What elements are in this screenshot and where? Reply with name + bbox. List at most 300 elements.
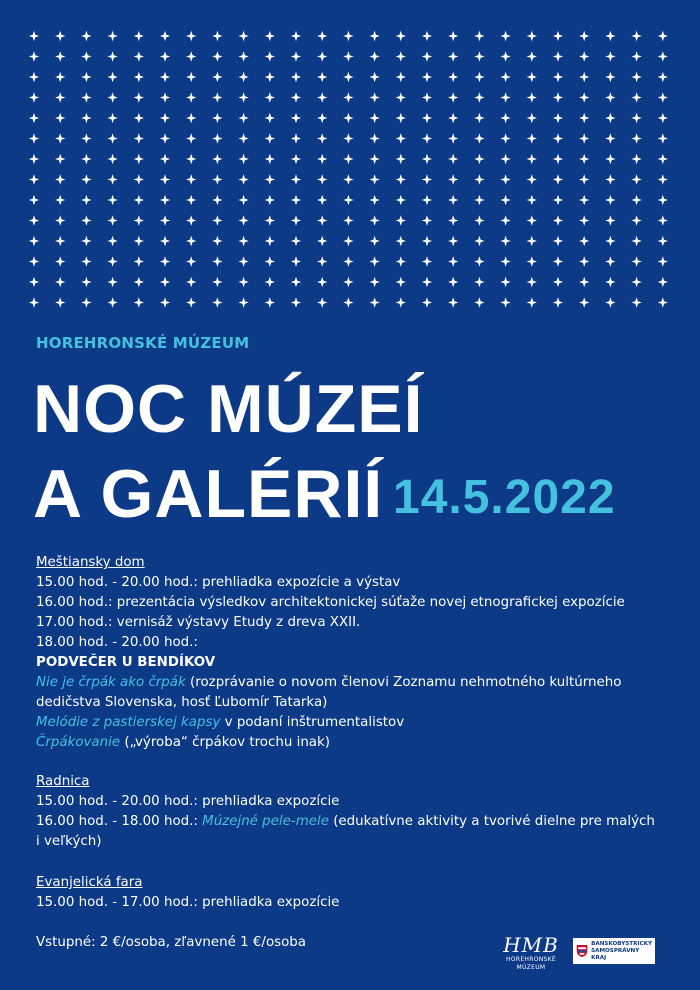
star-icon: [631, 113, 641, 123]
star-icon: [55, 236, 65, 246]
star-icon: [631, 297, 641, 307]
star-icon: [212, 236, 222, 246]
star-icon: [422, 195, 432, 205]
star-icon: [107, 256, 117, 266]
star-icon: [422, 154, 432, 164]
star-icon: [186, 277, 196, 287]
star-icon: [500, 256, 510, 266]
program-line: [36, 633, 676, 653]
program-line: [36, 573, 676, 593]
star-icon: [343, 195, 353, 205]
star-icon: [448, 92, 458, 102]
star-icon: [291, 31, 301, 41]
star-icon: [527, 236, 537, 246]
star-icon: [212, 195, 222, 205]
star-icon: [527, 195, 537, 205]
star-icon: [369, 133, 379, 143]
star-icon: [265, 174, 275, 184]
star-icon: [81, 195, 91, 205]
star-icon: [186, 236, 196, 246]
star-icon: [81, 154, 91, 164]
star-icon: [291, 154, 301, 164]
star-icon: [291, 72, 301, 82]
star-icon: [422, 236, 432, 246]
star-icon: [605, 51, 615, 61]
star-icon: [317, 154, 327, 164]
star-icon: [527, 277, 537, 287]
star-icon: [81, 174, 91, 184]
star-icon: [474, 195, 484, 205]
star-icon: [396, 277, 406, 287]
star-icon: [474, 174, 484, 184]
star-icon: [422, 133, 432, 143]
star-icon: [605, 92, 615, 102]
star-icon: [291, 51, 301, 61]
program-text: v podaní inštrumentalistov: [220, 715, 405, 730]
section-evanjelicka-fara: [36, 873, 676, 913]
star-icon: [448, 31, 458, 41]
star-icon: [396, 236, 406, 246]
star-icon: [107, 174, 117, 184]
star-icon: [369, 256, 379, 266]
star-icon: [500, 72, 510, 82]
star-icon: [369, 174, 379, 184]
star-icon: [658, 72, 668, 82]
star-icon: [265, 215, 275, 225]
star-icon: [553, 195, 563, 205]
star-icon: [343, 51, 353, 61]
event-date: 14.5.2022: [393, 471, 616, 524]
star-icon: [422, 113, 432, 123]
star-icon: [579, 113, 589, 123]
star-icon: [605, 113, 615, 123]
star-icon: [317, 133, 327, 143]
star-icon: [160, 31, 170, 41]
star-icon: [369, 236, 379, 246]
star-icon: [369, 113, 379, 123]
star-icon: [265, 51, 275, 61]
star-icon: [631, 51, 641, 61]
star-icon: [81, 31, 91, 41]
star-icon: [631, 256, 641, 266]
star-icon: [107, 195, 117, 205]
star-icon: [160, 113, 170, 123]
star-icon: [238, 195, 248, 205]
star-icon: [422, 297, 432, 307]
star-icon: [448, 277, 458, 287]
star-icon: [631, 92, 641, 102]
star-icon: [107, 277, 117, 287]
star-icon: [343, 154, 353, 164]
star-icon: [160, 256, 170, 266]
star-icon: [527, 297, 537, 307]
star-icon: [396, 256, 406, 266]
star-icon: [29, 174, 39, 184]
star-icon: [500, 277, 510, 287]
program-text: 18.00 hod. - 20.00 hod.:: [36, 635, 198, 650]
star-icon: [317, 297, 327, 307]
star-icon: [396, 195, 406, 205]
star-icon: [107, 92, 117, 102]
coat-of-arms-icon: [576, 942, 588, 960]
star-icon: [448, 113, 458, 123]
star-icon: [29, 297, 39, 307]
program-text: 16.00 hod. - 18.00 hod.:: [36, 814, 203, 829]
star-icon: [396, 174, 406, 184]
star-icon: [527, 154, 537, 164]
star-icon: [212, 113, 222, 123]
star-icon: [605, 154, 615, 164]
star-icon: [579, 215, 589, 225]
program-highlight: Črpákovanie: [36, 735, 121, 750]
star-icon: [317, 236, 327, 246]
star-icon: [658, 133, 668, 143]
star-icon: [186, 154, 196, 164]
star-icon: [553, 215, 563, 225]
star-icon: [291, 277, 301, 287]
star-icon: [658, 92, 668, 102]
star-icon: [107, 133, 117, 143]
star-icon: [317, 72, 327, 82]
star-icon: [317, 174, 327, 184]
program-text: 17.00 hod.: vernisáž výstavy Etudy z dreva XXII.: [36, 615, 361, 630]
star-icon: [107, 215, 117, 225]
star-icon: [527, 72, 537, 82]
star-icon: [605, 72, 615, 82]
star-icon: [343, 133, 353, 143]
star-icon: [422, 174, 432, 184]
star-icon: [631, 236, 641, 246]
star-icon: [369, 195, 379, 205]
star-icon: [448, 215, 458, 225]
star-icon: [107, 297, 117, 307]
star-icon: [160, 195, 170, 205]
star-icon: [291, 92, 301, 102]
section-radnica: [36, 772, 676, 852]
museum-name: HOREHRONSKÉ MÚZEUM: [36, 334, 250, 352]
star-icon: [107, 154, 117, 164]
program-highlight: Nie je črpák ako črpák: [36, 675, 186, 690]
star-icon: [605, 297, 615, 307]
star-icon: [55, 215, 65, 225]
star-icon: [396, 72, 406, 82]
star-icon: [238, 133, 248, 143]
program-text: (edukatívne aktivity a tvorivé dielne pre malých: [328, 814, 655, 829]
star-icon: [55, 256, 65, 266]
star-icon: [527, 113, 537, 123]
star-icon: [29, 31, 39, 41]
star-icon: [238, 72, 248, 82]
star-icon: [265, 72, 275, 82]
star-icon: [553, 154, 563, 164]
star-icon: [134, 154, 144, 164]
star-icon: [317, 92, 327, 102]
star-icon: [238, 154, 248, 164]
star-icon: [160, 51, 170, 61]
star-icon: [605, 31, 615, 41]
program-highlight: Melódie z pastierskej kapsy: [36, 715, 221, 730]
star-icon: [29, 72, 39, 82]
star-icon: [186, 72, 196, 82]
star-icon: [369, 31, 379, 41]
star-icon: [369, 277, 379, 287]
star-icon: [29, 51, 39, 61]
star-icon: [160, 236, 170, 246]
star-icon: [265, 297, 275, 307]
star-icon: [343, 31, 353, 41]
star-icon: [553, 31, 563, 41]
star-icon: [265, 256, 275, 266]
star-icon: [55, 195, 65, 205]
star-icon: [527, 215, 537, 225]
star-icon: [212, 72, 222, 82]
star-icon: [474, 297, 484, 307]
star-icon: [55, 113, 65, 123]
star-icon: [527, 174, 537, 184]
star-icon: [317, 51, 327, 61]
star-icon: [579, 195, 589, 205]
star-icon: [658, 215, 668, 225]
star-icon: [474, 113, 484, 123]
program-text: dedičstva Slovenska, hosť Ľubomír Tatarka): [36, 695, 328, 710]
star-icon: [500, 133, 510, 143]
star-icon: [265, 113, 275, 123]
star-icon: [553, 297, 563, 307]
program-highlight: Múzejné pele-mele: [202, 814, 329, 829]
star-icon: [448, 51, 458, 61]
star-icon: [55, 154, 65, 164]
star-icon: [291, 215, 301, 225]
star-icon: [553, 72, 563, 82]
star-icon: [238, 174, 248, 184]
star-icon: [605, 174, 615, 184]
star-icon: [474, 92, 484, 102]
star-icon: [160, 92, 170, 102]
star-icon: [29, 215, 39, 225]
star-icon: [631, 154, 641, 164]
star-icon: [343, 72, 353, 82]
star-icon: [291, 195, 301, 205]
star-icon: [212, 215, 222, 225]
star-icon: [186, 113, 196, 123]
star-icon: [631, 174, 641, 184]
star-icon: [29, 92, 39, 102]
star-icon: [579, 174, 589, 184]
star-icon: [658, 195, 668, 205]
star-icon: [134, 297, 144, 307]
star-icon: [29, 113, 39, 123]
star-icon: [134, 277, 144, 287]
star-icon: [369, 72, 379, 82]
star-icon: [238, 236, 248, 246]
event-title-line2: A GALÉRIÍ: [33, 456, 384, 532]
star-icon: [55, 277, 65, 287]
hmb-logo-text: HOREHRONSKÉ MÚZEUM: [506, 956, 556, 971]
star-icon: [396, 215, 406, 225]
star-icon: [579, 297, 589, 307]
star-icon: [422, 277, 432, 287]
bbsk-line1: BANSKOBYSTRICKÝ: [591, 940, 652, 947]
star-icon: [81, 133, 91, 143]
star-icon: [29, 195, 39, 205]
star-icon: [631, 215, 641, 225]
star-icon: [29, 154, 39, 164]
bbsk-line2: SAMOSPRÁVNY KRAJ: [591, 947, 640, 961]
star-icon: [81, 215, 91, 225]
star-icon: [369, 92, 379, 102]
star-icon: [265, 277, 275, 287]
star-icon: [448, 72, 458, 82]
star-icon: [500, 154, 510, 164]
star-icon: [553, 92, 563, 102]
star-icon: [55, 297, 65, 307]
star-icon: [212, 154, 222, 164]
program-subtitle: PODVEČER U BENDÍKOV: [36, 655, 216, 670]
star-icon: [500, 51, 510, 61]
star-icon: [343, 256, 353, 266]
star-icon: [186, 92, 196, 102]
star-icon: [579, 256, 589, 266]
star-icon: [107, 236, 117, 246]
star-icon: [186, 51, 196, 61]
star-icon: [134, 256, 144, 266]
program-line: [36, 792, 676, 812]
star-icon: [448, 236, 458, 246]
star-icon: [265, 31, 275, 41]
star-icon: [396, 133, 406, 143]
star-icon: [579, 51, 589, 61]
event-title-line1: NOC MÚZEÍ: [33, 371, 424, 447]
star-icon: [448, 133, 458, 143]
star-icon: [134, 72, 144, 82]
program-text: 15.00 hod. - 17.00 hod.: prehliadka expozície: [36, 895, 340, 910]
star-icon: [579, 133, 589, 143]
star-icon: [500, 113, 510, 123]
star-icon: [631, 72, 641, 82]
program-line: [36, 593, 676, 613]
star-icon: [107, 31, 117, 41]
star-icon: [658, 256, 668, 266]
star-icon: [317, 195, 327, 205]
star-icon: [631, 277, 641, 287]
star-icon: [238, 51, 248, 61]
star-icon: [369, 297, 379, 307]
star-icon: [81, 51, 91, 61]
star-icon: [553, 236, 563, 246]
star-icon: [422, 92, 432, 102]
star-icon: [343, 215, 353, 225]
star-icon: [29, 256, 39, 266]
star-icon: [658, 31, 668, 41]
star-icon: [658, 174, 668, 184]
star-icon: [317, 215, 327, 225]
star-icon: [238, 92, 248, 102]
hmb-logo: [494, 934, 568, 972]
program-line: [36, 733, 676, 753]
star-icon: [186, 195, 196, 205]
program-line: [36, 713, 676, 733]
star-icon: [29, 236, 39, 246]
star-icon: [422, 256, 432, 266]
star-icon: [579, 72, 589, 82]
star-icon: [500, 236, 510, 246]
star-icon: [579, 154, 589, 164]
star-icon: [527, 51, 537, 61]
program-line: [36, 812, 676, 832]
star-icon: [343, 277, 353, 287]
program-line: [36, 693, 676, 713]
star-icon: [317, 256, 327, 266]
star-icon: [527, 31, 537, 41]
program-line: [36, 832, 676, 852]
star-icon: [212, 174, 222, 184]
star-icon: [238, 113, 248, 123]
star-icon: [238, 215, 248, 225]
star-icon: [605, 236, 615, 246]
program-text: i veľkých): [36, 834, 102, 849]
star-icon: [343, 236, 353, 246]
star-icon: [579, 236, 589, 246]
star-icon: [658, 236, 668, 246]
program-text: („výroba“ črpákov trochu inak): [120, 735, 330, 750]
star-icon: [238, 31, 248, 41]
section-heading: Meštiansky dom: [36, 555, 145, 570]
star-icon: [579, 92, 589, 102]
star-icon: [343, 174, 353, 184]
star-icon: [422, 72, 432, 82]
star-icon: [81, 256, 91, 266]
star-icon: [658, 277, 668, 287]
star-icon: [553, 277, 563, 287]
star-icon: [658, 297, 668, 307]
star-icon: [212, 92, 222, 102]
star-icon: [474, 215, 484, 225]
star-icon: [238, 277, 248, 287]
star-icon: [55, 92, 65, 102]
star-icon: [212, 31, 222, 41]
star-icon: [500, 174, 510, 184]
star-icon: [605, 256, 615, 266]
star-icon: [343, 297, 353, 307]
program-text: 15.00 hod. - 20.00 hod.: prehliadka expozície: [36, 794, 340, 809]
star-icon: [291, 174, 301, 184]
star-icon: [291, 133, 301, 143]
star-icon: [553, 133, 563, 143]
star-icon: [605, 215, 615, 225]
program-line: [36, 893, 676, 913]
star-icon: [396, 154, 406, 164]
star-icon: [448, 195, 458, 205]
star-icon: [343, 113, 353, 123]
star-icon: [474, 154, 484, 164]
bbsk-logo: [573, 938, 655, 964]
star-icon: [605, 133, 615, 143]
star-icon: [553, 174, 563, 184]
star-icon: [55, 72, 65, 82]
star-icon: [474, 133, 484, 143]
star-icon: [55, 133, 65, 143]
star-icon: [134, 195, 144, 205]
star-icon: [474, 31, 484, 41]
star-icon: [134, 31, 144, 41]
star-icon: [212, 256, 222, 266]
star-icon: [55, 174, 65, 184]
star-icon: [500, 31, 510, 41]
star-icon: [186, 133, 196, 143]
star-icon: [81, 72, 91, 82]
star-icon: [553, 51, 563, 61]
star-icon: [81, 297, 91, 307]
